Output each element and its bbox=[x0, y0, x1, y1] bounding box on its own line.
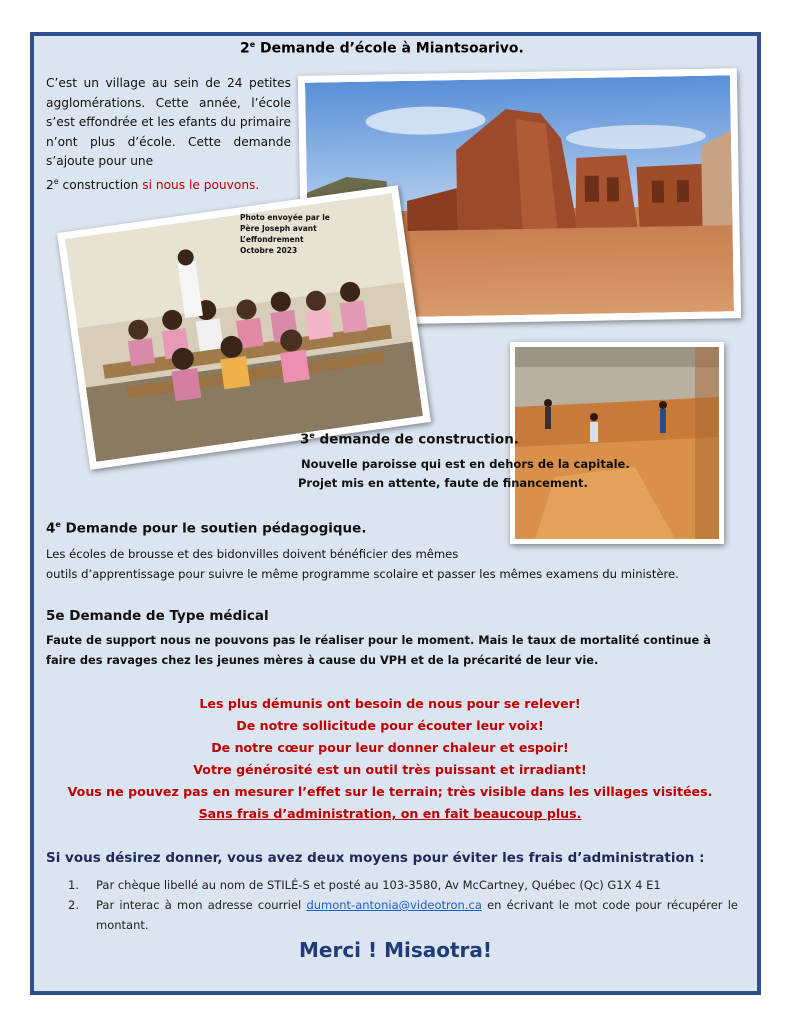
photo-caption: Photo envoyée par le Père Joseph avant L’effondrement Octobre 2023 bbox=[240, 213, 330, 255]
section4-title: 4e Demande pour le soutien pédagogique. bbox=[46, 520, 367, 537]
donate-heading: Si vous désirez donner, vous avez deux moyens pour éviter les frais d’administration : bbox=[46, 850, 705, 866]
appeal-block bbox=[40, 693, 740, 825]
intro-red-text: si nous le pouvons. bbox=[142, 177, 260, 192]
section4-text: Les écoles de brousse et des bidonvilles doivent bénéficier des mêmes outils d’apprentissage pour suivre le même programme scolaire et passer les mêmes examens du ministère. bbox=[46, 547, 679, 581]
thanks-title: Merci ! Misaotra! bbox=[298, 938, 493, 962]
appeal-line: De notre sollicitude pour écouter leur voix! bbox=[236, 718, 544, 733]
appeal-line: Votre générosité est un outil très puissant et irradiant! bbox=[193, 762, 587, 777]
email-link[interactable]: dumont-antonia@videotron.ca bbox=[306, 898, 482, 912]
section2-title: 2e Demande d’école à Miantsoarivo. bbox=[240, 40, 524, 57]
section2-intro: C’est un village au sein de 24 petites agglomérations. Cette année, l’école s’est effondrée et les efants du primaire n’ont plus d’école. Cette demande s’ajoute pour une 2e construction si nous le pouvons. bbox=[46, 76, 291, 192]
donate-item-cheque: 1. Par chèque libellé au nom de STILÉ-S et posté au 103-3580, Av McCartney, Québec (Qc) G1X 4 E1 bbox=[68, 878, 661, 892]
appeal-line: Les plus démunis ont besoin de nous pour se relever! bbox=[199, 696, 581, 711]
section3-text: Nouvelle paroisse qui est en dehors de la capitale. Projet mis en attente, faute de financement. bbox=[298, 457, 630, 490]
appeal-line: De notre cœur pour leur donner chaleur et espoir! bbox=[211, 740, 569, 755]
construction-site-photo bbox=[510, 342, 724, 544]
appeal-underlined-line: Sans frais d’administration, on en fait beaucoup plus. bbox=[198, 806, 582, 821]
appeal-line: Vous ne pouvez pas en mesurer l’effet sur le terrain; très visible dans les villages visitées. bbox=[67, 784, 713, 799]
section3-title: 3e demande de construction. bbox=[300, 431, 519, 448]
donate-item-interac: 2. Par interac à mon adresse courriel dumont-antonia@videotron.ca en écrivant le mot code pour récupérer le montant. bbox=[68, 898, 738, 932]
section5-title: 5e Demande de Type médical bbox=[46, 608, 269, 624]
section5-text: Faute de support nous ne pouvons pas le réaliser pour le moment. Mais le taux de mortalité continue à faire des ravages chez les jeunes mères à cause du VPH et de la précarité de leur vie. bbox=[46, 633, 711, 667]
donate-list bbox=[68, 875, 738, 935]
